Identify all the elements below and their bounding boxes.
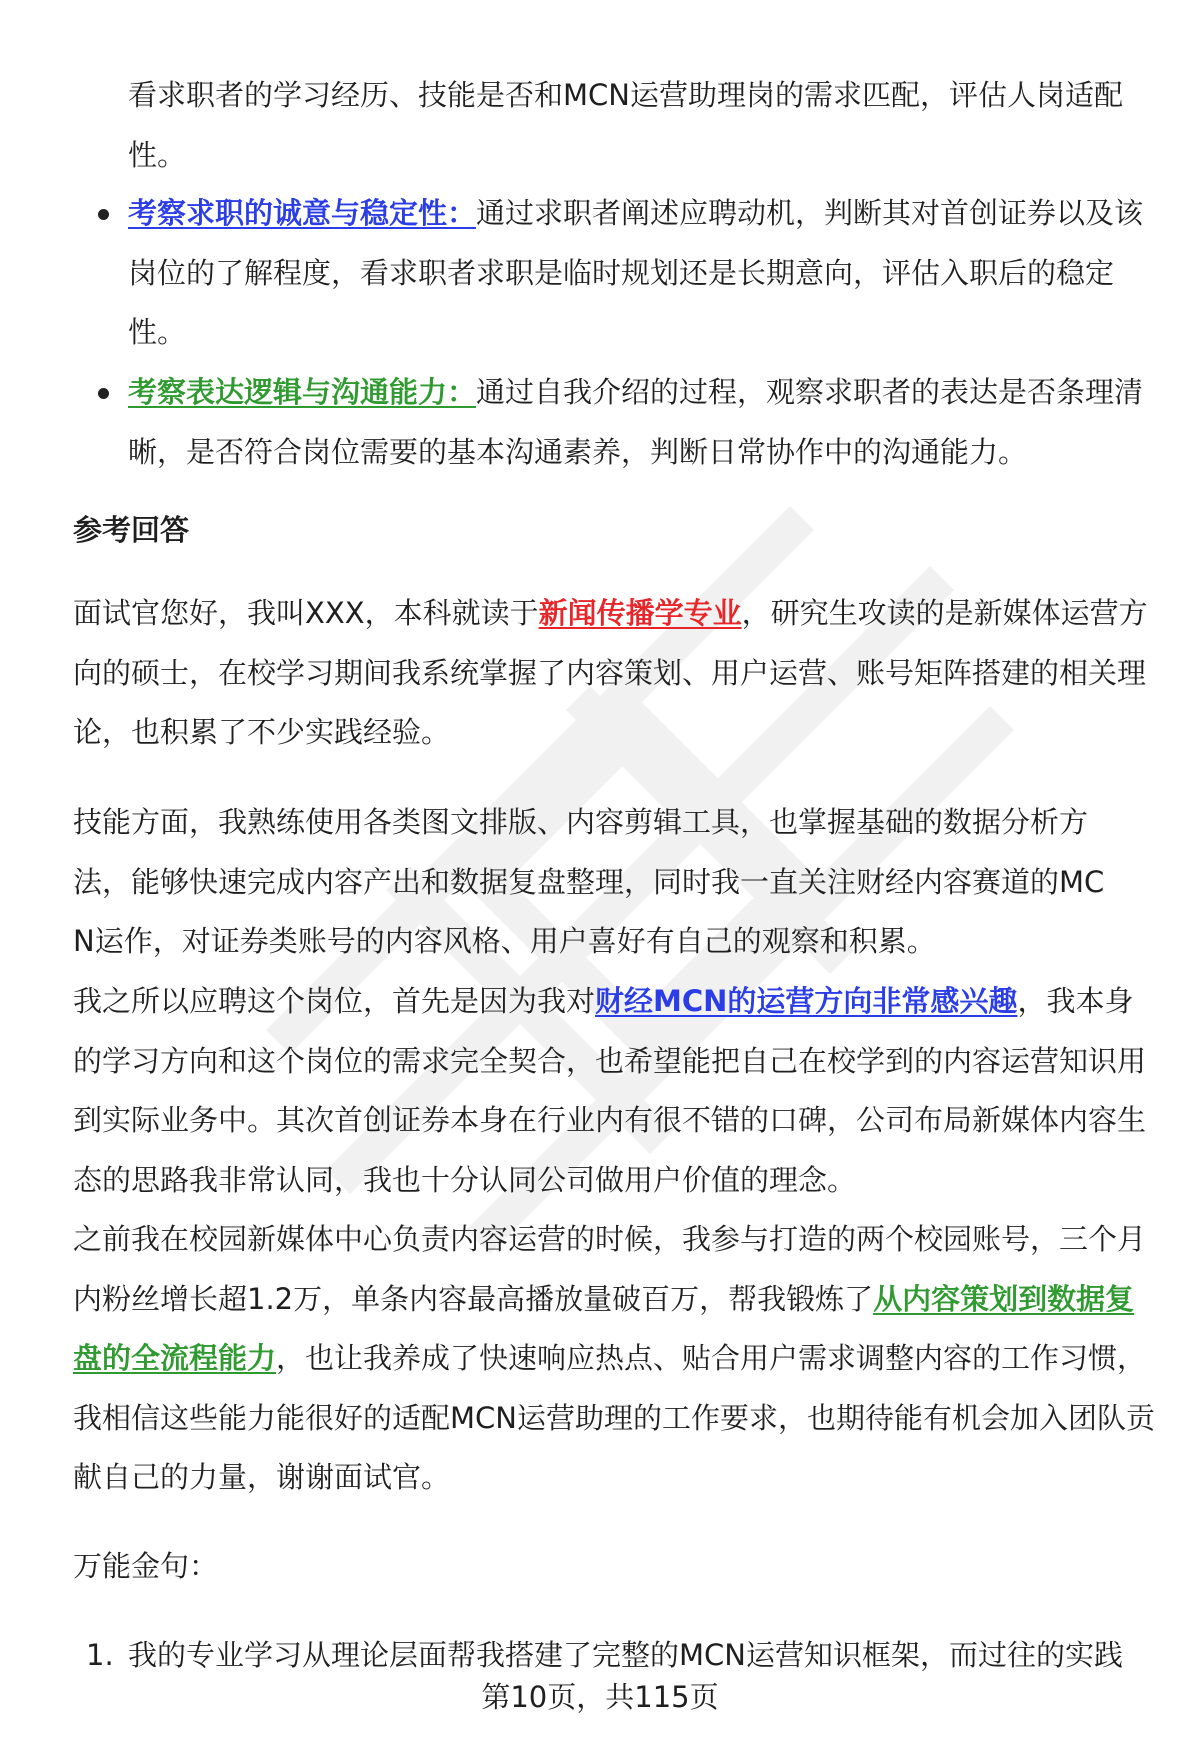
golden-item-number: 1. <box>86 1638 114 1672</box>
bullet-text-sincerity: 通过求职者阐述应聘动机，判断其对首创证券以及该岗位的了解程度，看求职者求职是临时规划还是长期意向，评估入职后的稳定性。 <box>128 196 1144 349</box>
answer-paragraph-4 <box>73 1210 1158 1508</box>
answer-p1-highlight: 新闻传播学专业 <box>538 596 742 630</box>
bullet-title-communication: 考察表达逻辑与沟通能力： <box>128 375 477 409</box>
bullet-item-sincerity <box>128 184 1153 363</box>
answer-paragraph-3 <box>73 972 1158 1210</box>
page-footer: 第10页，共115页 <box>481 1680 719 1714</box>
answer-p4-after: ，也让我养成了快速响应热点、贴合用户需求调整内容的工作习惯，我相信这些能力能很好的适配MCN运营助理的工作要求，也期待能有机会加入团队贡献自己的力量，谢谢面试官。 <box>73 1341 1155 1494</box>
bullet-title-sincerity: 考察求职的诚意与稳定性： <box>128 196 477 230</box>
intro-paragraph: 看求职者的学习经历、技能是否和MCN运营助理岗的需求匹配，评估人岗适配性。 <box>128 78 1123 172</box>
answer-p1-after: ，研究生攻读的是新媒体运营方向的硕士，在校学习期间我系统掌握了内容策划、用户运营、账号矩阵搭建的相关理论，也积累了不少实践经验。 <box>73 596 1148 749</box>
bullet-text-communication: 通过自我介绍的过程，观察求职者的表达是否条理清晰，是否符合岗位需要的基本沟通素养，判断日常协作中的沟通能力。 <box>128 375 1144 469</box>
bullet-dot <box>98 209 109 220</box>
answer-p1-before: 面试官您好，我叫XXX，本科就读于 <box>73 596 539 630</box>
reference-heading: 参考回答 <box>73 513 190 547</box>
answer-p3-after: ，我本身的学习方向和这个岗位的需求完全契合，也希望能把自己在校学到的内容运营知识用到实际业务中。其次首创证券本身在行业内有很不错的口碑，公司布局新媒体内容生态的思路我非常认同，我也十分认同公司做用户价值的理念。 <box>73 984 1147 1197</box>
bullet-dot <box>98 388 109 399</box>
golden-item-text: 我的专业学习从理论层面帮我搭建了完整的MCN运营知识框架，而过往的实践 <box>128 1638 1123 1672</box>
answer-paragraph-1 <box>73 584 1153 763</box>
answer-p3-highlight: 财经MCN的运营方向非常感兴趣 <box>595 984 1018 1018</box>
answer-p3-before: 我之所以应聘这个岗位，首先是因为我对 <box>73 984 596 1018</box>
answer-p4-before: 之前我在校园新媒体中心负责内容运营的时候，我参与打造的两个校园账号，三个月内粉丝增长超1.2万，单条内容最高播放量破百万，帮我锻炼了 <box>73 1222 1147 1316</box>
bullet-item-communication <box>128 363 1153 482</box>
answer-p4-highlight: 从内容策划到数据复盘的全流程能力 <box>73 1281 1135 1375</box>
answer-paragraph-2: 技能方面，我熟练使用各类图文排版、内容剪辑工具，也掌握基础的数据分析方法，能够快速完成内容产出和数据复盘整理，同时我一直关注财经内容赛道的MCN运作，对证券类账号的内容风格、用户喜好有自己的观察和积累。 <box>73 805 1105 958</box>
golden-label: 万能金句： <box>73 1549 219 1583</box>
